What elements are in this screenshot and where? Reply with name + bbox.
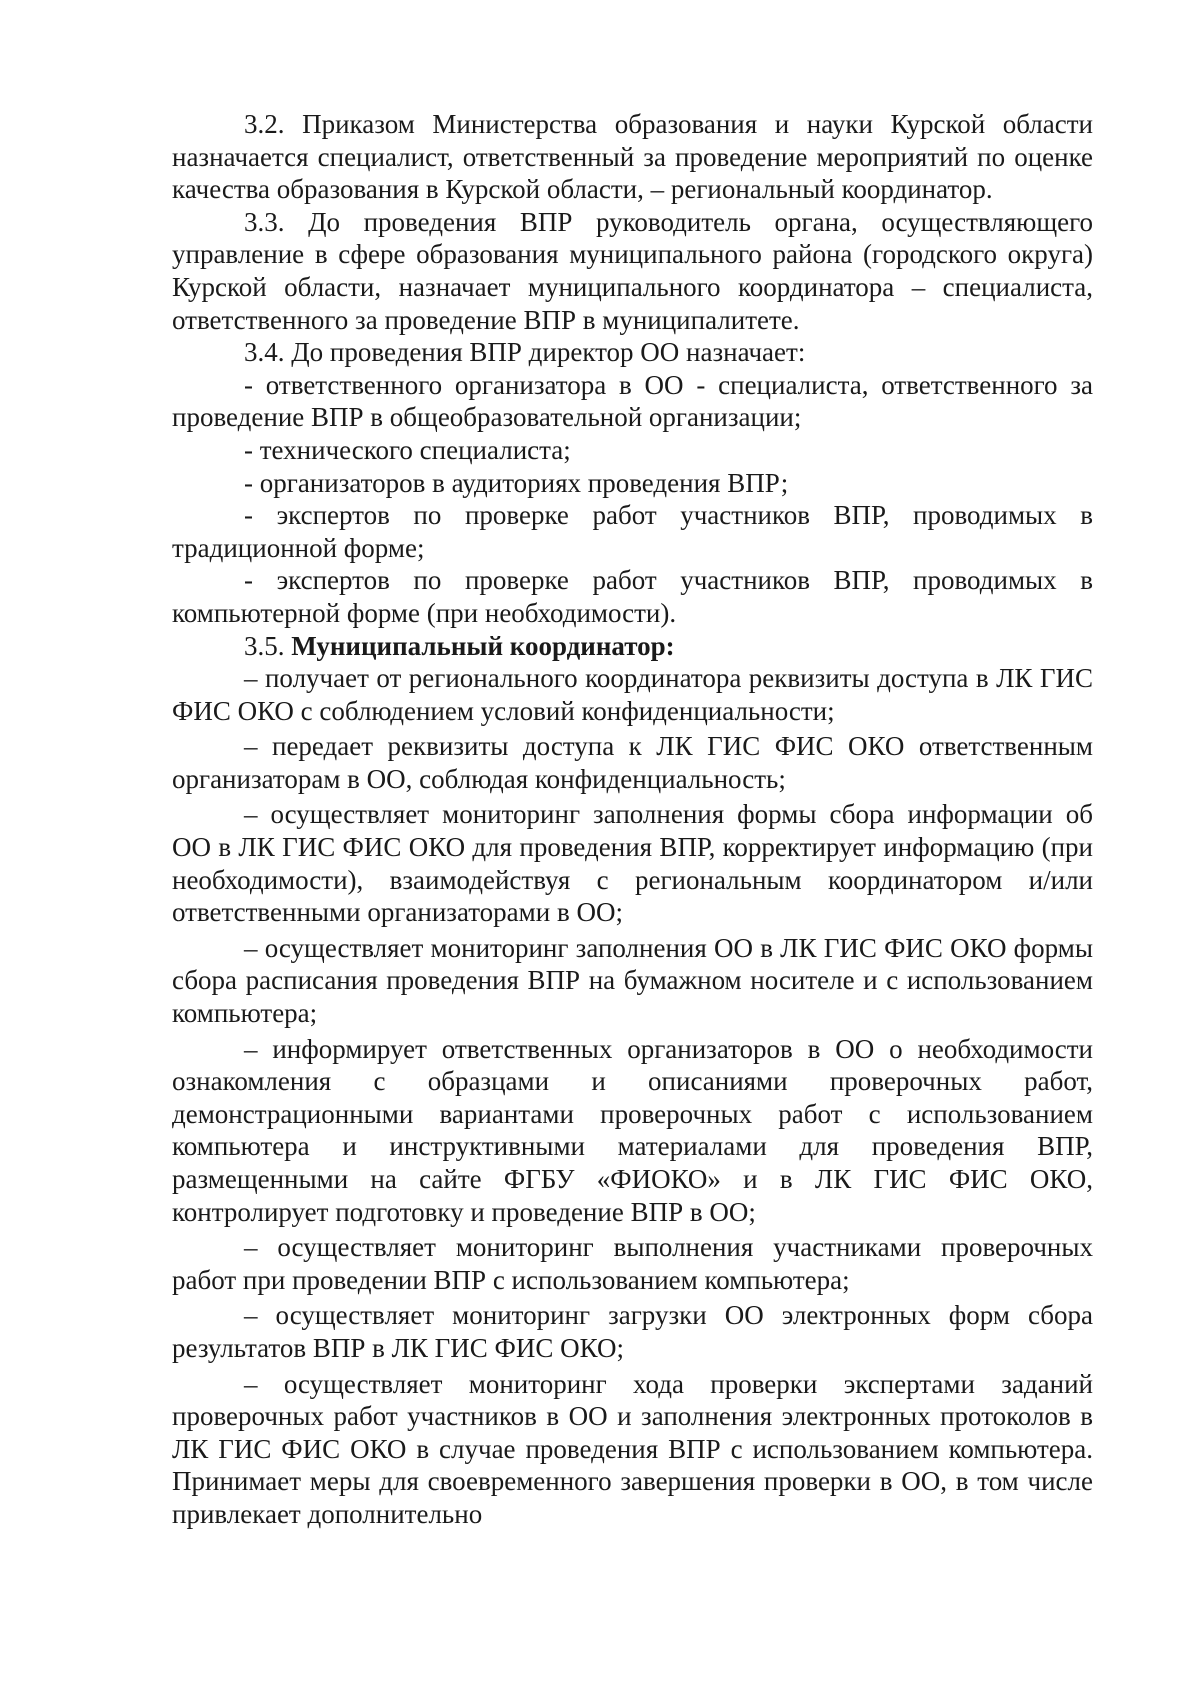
section-number: 3.5.: [244, 630, 285, 661]
list-item-monitors-info-form: – осуществляет мониторинг заполнения формы сбора информации об ОО в ЛК ГИС ФИС ОКО для проведения ВПР, корректирует информацию (при необходимости), взаимодействуя с региональным координатором и/или ответственными организаторами в ОО;: [172, 799, 1093, 928]
list-item-receives-credentials: – получает от регионального координатора реквизиты доступа в ЛК ГИС ФИС ОКО с соблюдением условий конфиденциальности;: [172, 663, 1093, 726]
list-item-monitors-completion: – осуществляет мониторинг выполнения участниками проверочных работ при проведении ВПР с использованием компьютера;: [172, 1232, 1093, 1295]
section-title: Муниципальный координатор:: [291, 630, 675, 661]
list-item-responsible-organizer: - ответственного организатора в ОО - специалиста, ответственного за проведение ВПР в общеобразовательной организации;: [172, 369, 1093, 433]
list-item-experts-traditional: - экспертов по проверке работ участников ВПР, проводимых в традиционной форме;: [172, 500, 1093, 563]
list-item-monitors-upload: – осуществляет мониторинг загрузки ОО электронных форм сбора результатов ВПР в ЛК ГИС ФИС ОКО;: [172, 1300, 1093, 1363]
list-item-monitors-schedule-form: – осуществляет мониторинг заполнения ОО в ЛК ГИС ФИС ОКО формы сбора расписания проведения ВПР на бумажном носителе и с использованием компьютера;: [172, 932, 1093, 1029]
list-item-technical-specialist: - технического специалиста;: [244, 434, 571, 465]
paragraph-3-4: 3.4. До проведения ВПР директор ОО назначает:: [244, 337, 806, 368]
section-3-5-heading: [172, 630, 1093, 663]
list-item-monitors-checking: – осуществляет мониторинг хода проверки экспертами заданий проверочных работ участников в ОО и заполнения электронных протоколов в ЛК ГИС ФИС ОКО в случае проведения ВПР с использованием компьютера. Принимает меры для своевременного завершения проверки в ОО, в том числе привлекает дополнительно: [172, 1368, 1093, 1529]
paragraph-3-2: 3.2. Приказом Министерства образования и науки Курской области назначается специалист, ответственный за проведение мероприятий по оценке качества образования в Курской области, – региональный координатор.: [172, 109, 1093, 205]
document-page: [172, 108, 1093, 1531]
list-item-auditorium-organizers: - организаторов в аудиториях проведения ВПР;: [244, 467, 789, 498]
list-item-informs-organizers: – информирует ответственных организаторов в ОО о необходимости ознакомления с образцами и описаниями проверочных работ, демонстрационными вариантами проверочных работ с использованием компьютера и инструктивными материалами для проведения ВПР, размещенными на сайте ФГБУ «ФИОКО» и в ЛК ГИС ФИС ОКО, контролирует подготовку и проведение ВПР в ОО;: [172, 1033, 1093, 1227]
paragraph-3-3: 3.3. До проведения ВПР руководитель органа, осуществляющего управление в сфере образования муниципального района (городского округа) Курской области, назначает муниципального координатора – специалиста, ответственного за проведение ВПР в муниципалитете.: [172, 206, 1093, 335]
list-item-transfers-credentials: – передает реквизиты доступа к ЛК ГИС ФИС ОКО ответственным организаторам в ОО, соблюдая конфиденциальность;: [172, 731, 1093, 794]
list-item-experts-computer: - экспертов по проверке работ участников ВПР, проводимых в компьютерной форме (при необходимости).: [172, 565, 1093, 628]
